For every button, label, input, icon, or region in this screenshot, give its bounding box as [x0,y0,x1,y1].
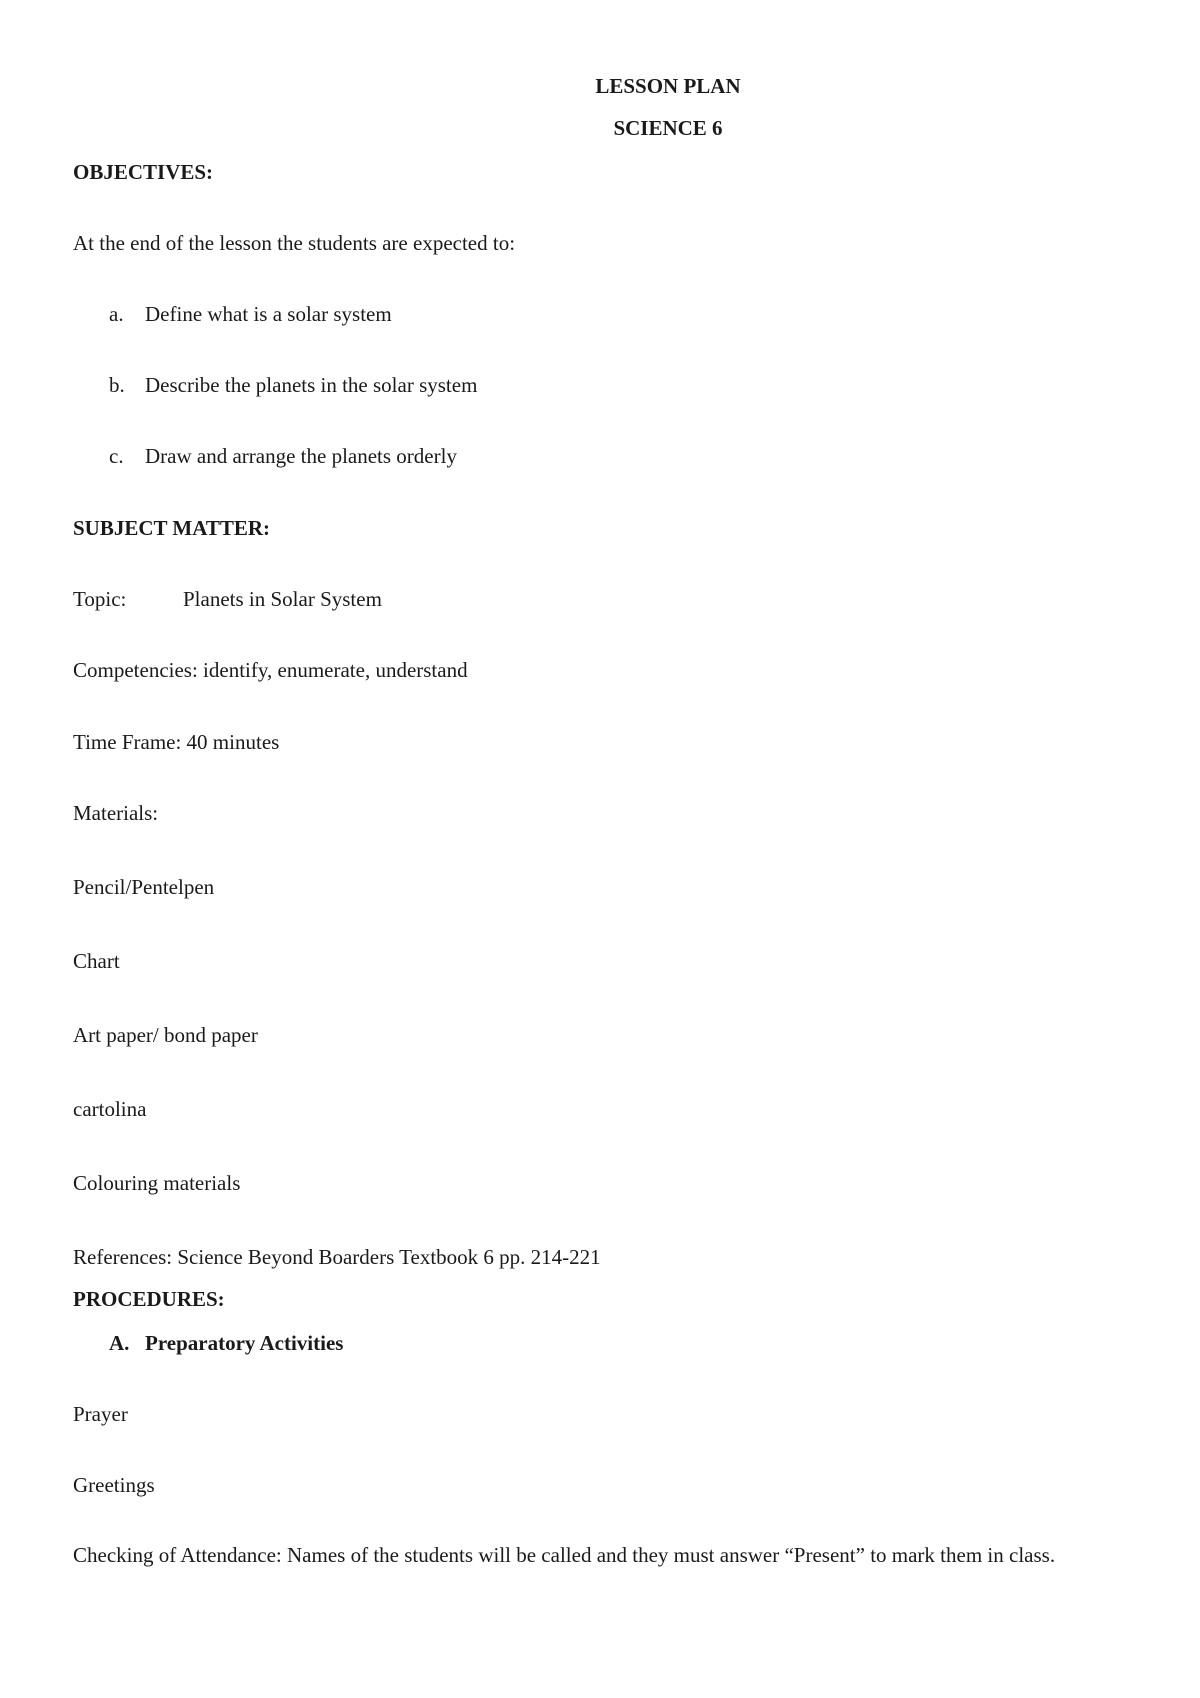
document-title: LESSON PLAN [595,74,741,98]
attendance-paragraph: Checking of Attendance: Names of the students will be called and they must answer “Present” to mark them in class. [73,1543,1056,1567]
material-item: Chart [73,949,120,973]
references-line: References: Science Beyond Boarders Textbook 6 pp. 214-221 [73,1245,601,1269]
objective-letter: b. [109,373,125,397]
material-item: Pencil/Pentelpen [73,875,215,899]
competencies-line: Competencies: identify, enumerate, understand [73,658,468,682]
time-frame-line: Time Frame: 40 minutes [73,730,280,754]
objective-item: Draw and arrange the planets orderly [145,444,457,468]
procedure-item: Greetings [73,1473,155,1497]
document-subtitle: SCIENCE 6 [613,116,723,140]
objective-letter: a. [109,302,124,326]
subject-matter-heading: SUBJECT MATTER: [73,516,271,540]
procedures-heading: PROCEDURES: [73,1287,225,1311]
objective-letter: c. [109,444,124,468]
material-item: Art paper/ bond paper [73,1023,258,1047]
material-item: cartolina [73,1097,147,1121]
procedure-section-title: Preparatory Activities [145,1331,344,1355]
topic-label: Topic: [73,587,127,611]
objective-item: Define what is a solar system [145,302,392,326]
topic-value: Planets in Solar System [183,587,382,611]
objective-item: Describe the planets in the solar system [145,373,478,397]
objectives-heading: OBJECTIVES: [73,160,214,184]
material-item: Colouring materials [73,1171,241,1195]
objectives-intro: At the end of the lesson the students are expected to: [73,231,516,255]
topic-line [73,585,382,613]
materials-label: Materials: [73,801,159,825]
procedure-item: Prayer [73,1402,128,1426]
procedure-section-letter: A. [109,1331,130,1355]
